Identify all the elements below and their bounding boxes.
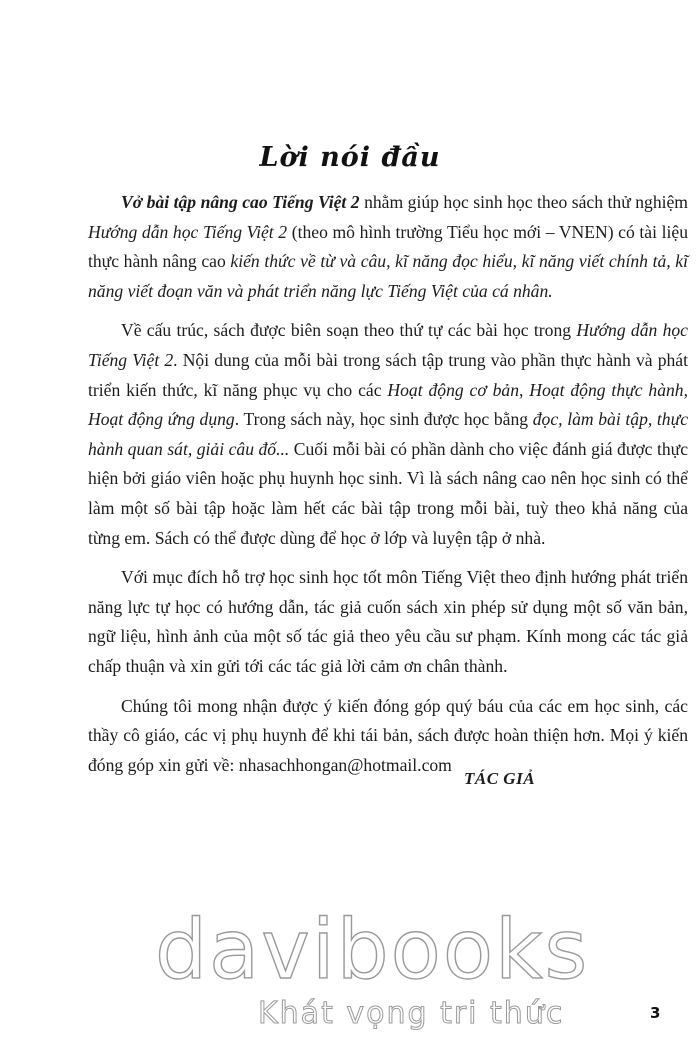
watermark-brand: davibooks [155, 903, 590, 998]
page-number: 3 [650, 1004, 661, 1022]
methods-emphasis: đọc, làm bài tập, thực hành quan sát, giải câu đố... [88, 409, 688, 459]
author-signature: TÁC GIẢ [464, 769, 536, 788]
paragraph-text: . Trong sách này, học sinh được học bằng [234, 409, 533, 430]
paragraph-4: Chúng tôi mong nhận được ý kiến đóng góp quý báu của các em học sinh, các thầy cô giáo, các vị phụ huynh để khi tái bản, sách được hoàn thiện hơn. Mọi ý kiến đóng góp xin gửi về: nhasachhongan@hotmail.com [88, 695, 688, 775]
paragraph-text: Về cấu trúc, sách được biên soạn theo thứ tự các bài học trong [121, 320, 577, 341]
book-title-reference: Hướng dẫn học Tiếng Việt 2 [88, 320, 688, 370]
paragraph-text: (theo mô hình trường Tiểu học mới – VNEN) có tài liệu thực hành nâng cao [88, 221, 688, 272]
skills-emphasis: kiến thức về từ và câu, kĩ năng đọc hiểu, kĩ năng viết chính tả, kĩ năng viết đoạn văn và phát triển năng lực Tiếng Việt của cá nhân. [88, 251, 688, 301]
preface-body [88, 188, 688, 790]
page-title: Lời nói đầu [259, 142, 441, 173]
paragraph-3: Với mục đích hỗ trợ học sinh học tốt môn Tiếng Việt theo định hướng phát triển năng lực tự học có hướng dẫn, tác giả cuốn sách xin phép sử dụng một số văn bản, ngữ liệu, hình ảnh của một số tác giả theo yêu cầu sư phạm. Kính mong các tác giả chấp thuận và xin gửi tới các tác giả lời cảm ơn chân thành. [88, 567, 688, 676]
book-title-reference: Hướng dẫn học Tiếng Việt 2 [88, 221, 288, 242]
paragraph-1 [88, 188, 688, 306]
paragraph-text: Cuối mỗi bài có phần dành cho việc đánh giá được thực hiện bởi giáo viên hoặc phụ huynh học sinh. Vì là sách nâng cao nên học sinh có thể làm một số bài tập hoặc làm hết các bài tập trong mỗi bài, tuỳ theo khả năng của từng em. Sách có thể được dùng để học ở lớp và luyện tập ở nhà. [88, 438, 689, 548]
paragraph-text: nhằm giúp học sinh học theo sách thử nghiệm [359, 192, 688, 212]
activities-emphasis: Hoạt động cơ bản, Hoạt động thực hành, Hoạt động ứng dụng [88, 379, 688, 430]
watermark-tagline: Khát vọng tri thức [258, 996, 565, 1031]
paragraph-2 [88, 316, 688, 553]
paragraph-text: . Nội dung của mỗi bài trong sách tập trung vào phần thực hành và phát triển kiến thức, kĩ năng phục vụ cho các [88, 349, 688, 400]
book-title-emphasis: Vở bài tập nâng cao Tiếng Việt 2 [121, 192, 360, 212]
